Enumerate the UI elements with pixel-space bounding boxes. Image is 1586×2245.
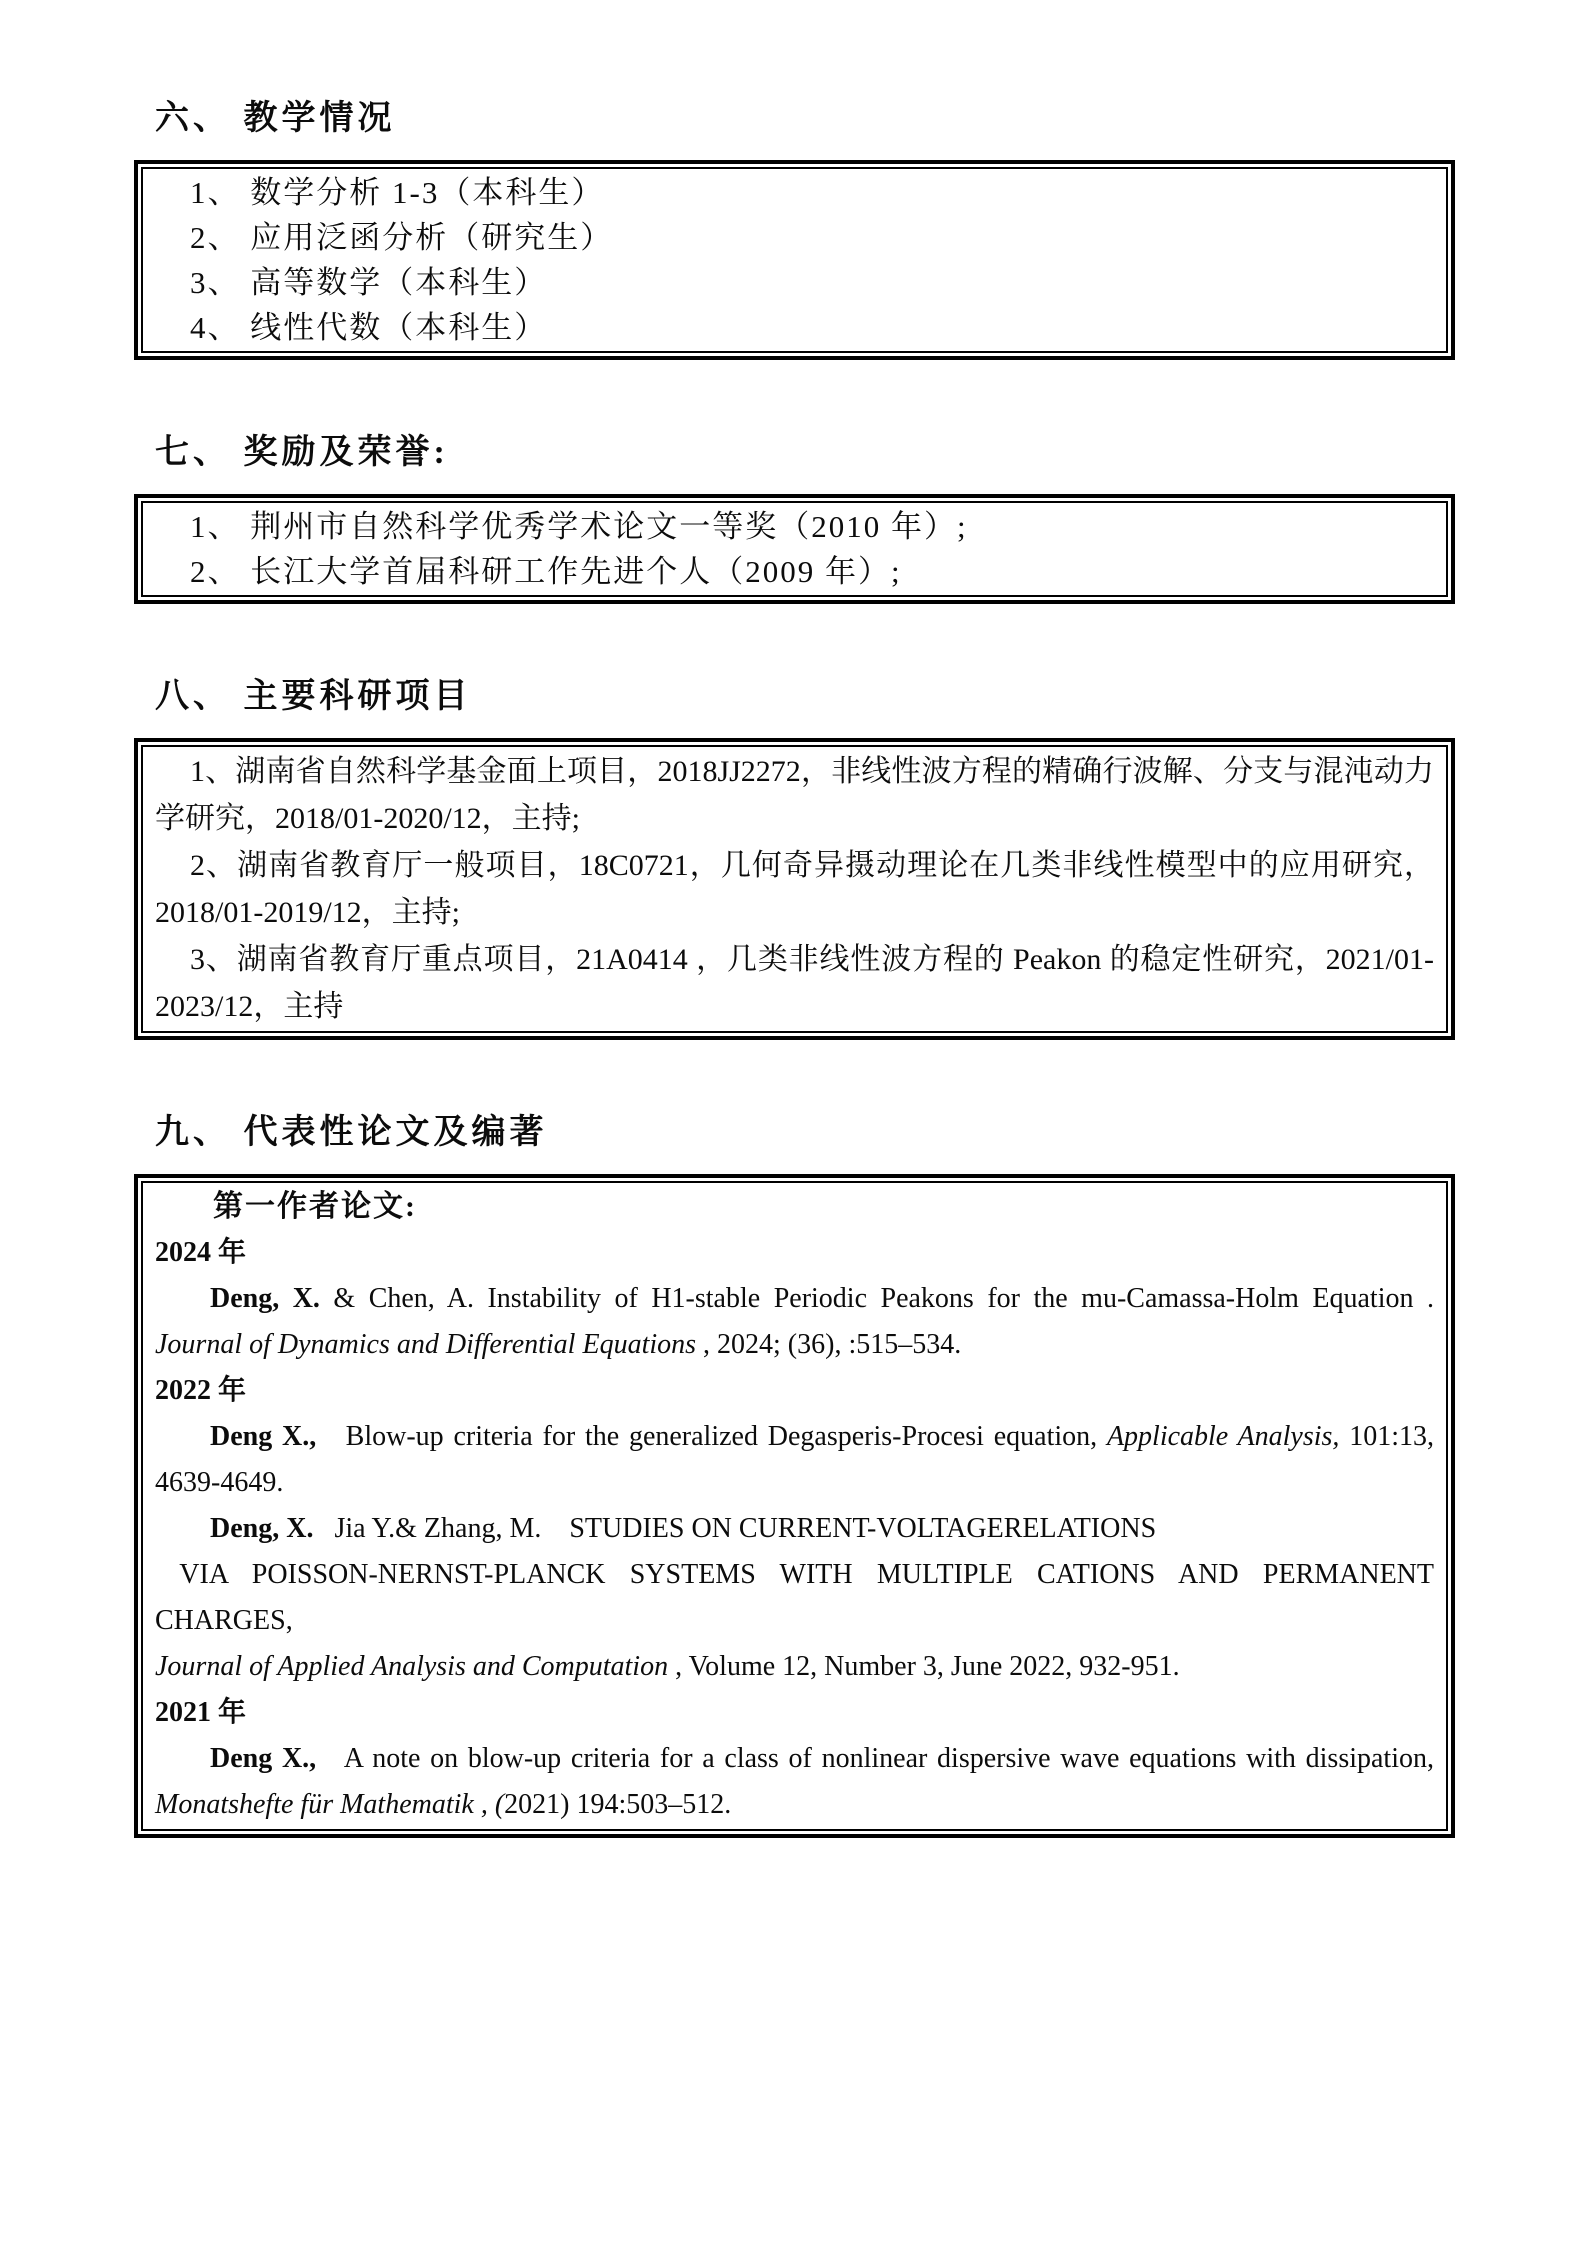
teaching-box-inner xyxy=(141,167,1448,353)
course-item: 1、 数学分析 1-3（本科生） xyxy=(190,175,605,210)
year-heading-2021: 2021 年 xyxy=(155,1697,247,1728)
project-item: 2、湖南省教育厅一般项目，18C0721，几何奇异摄动理论在几类非线性模型中的应用研究，2018/01-2019/12，主持; xyxy=(155,849,1434,929)
award-item: 1、 荆州市自然科学优秀学术论文一等奖（2010 年）; xyxy=(190,509,968,544)
teaching-box xyxy=(134,160,1455,360)
course-item: 3、 高等数学（本科生） xyxy=(190,265,548,300)
publication-entry: Deng X., A note on blow-up criteria for a class of nonlinear dispersive wave equations with dissipation, Monatshefte für Mathematik , (2021) 194:503–512. xyxy=(155,1743,1441,1820)
publication-entry-line: Journal of Applied Analysis and Computation , Volume 12, Number 3, June 2022, 932-951. xyxy=(155,1651,1180,1682)
award-item: 2、 长江大学首届科研工作先进个人（2009 年）; xyxy=(190,554,902,589)
publications-box xyxy=(134,1174,1455,1838)
section-title-projects: 八、 主要科研项目 xyxy=(155,678,472,715)
projects-box-inner xyxy=(141,745,1448,1033)
awards-box xyxy=(134,494,1455,604)
publications-box-inner xyxy=(141,1181,1448,1831)
section-title-awards: 七、 奖励及荣誉: xyxy=(155,434,449,471)
course-item: 2、 应用泛函分析（研究生） xyxy=(190,220,614,255)
publication-entry: Deng, X. & Chen, A. Instability of H1-stable Periodic Peakons for the mu-Camassa-Holm Equation . Journal of Dynamics and Differential Equations , 2024; (36), :515–534. xyxy=(155,1283,1441,1360)
publication-entry-line: VIA POISSON-NERNST-PLANCK SYSTEMS WITH MULTIPLE CATIONS AND PERMANENT CHARGES, xyxy=(155,1559,1442,1636)
year-heading-2024: 2024 年 xyxy=(155,1237,247,1268)
project-item: 3、湖南省教育厅重点项目，21A0414 ，几类非线性波方程的 Peakon 的稳定性研究，2021/01-2023/12，主持 xyxy=(155,943,1434,1023)
course-item: 4、 线性代数（本科生） xyxy=(190,310,548,345)
section-title-teaching: 六、 教学情况 xyxy=(155,100,396,137)
awards-box-inner xyxy=(141,501,1448,597)
publication-entry: Deng X., Blow-up criteria for the generalized Degasperis-Procesi equation, Applicable Analysis, 101:13, 4639-4649. xyxy=(155,1421,1441,1498)
year-heading-2022: 2022 年 xyxy=(155,1375,247,1406)
publication-entry-line: Deng, X. Jia Y.& Zhang, M. STUDIES ON CURRENT-VOLTAGERELATIONS xyxy=(210,1513,1157,1544)
projects-box xyxy=(134,738,1455,1040)
section-title-publications: 九、 代表性论文及编著 xyxy=(155,1114,548,1151)
first-author-papers-heading: 第一作者论文: xyxy=(213,1190,417,1223)
project-item: 1、湖南省自然科学基金面上项目，2018JJ2272，非线性波方程的精确行波解、分支与混沌动力学研究，2018/01-2020/12，主持; xyxy=(155,755,1434,835)
